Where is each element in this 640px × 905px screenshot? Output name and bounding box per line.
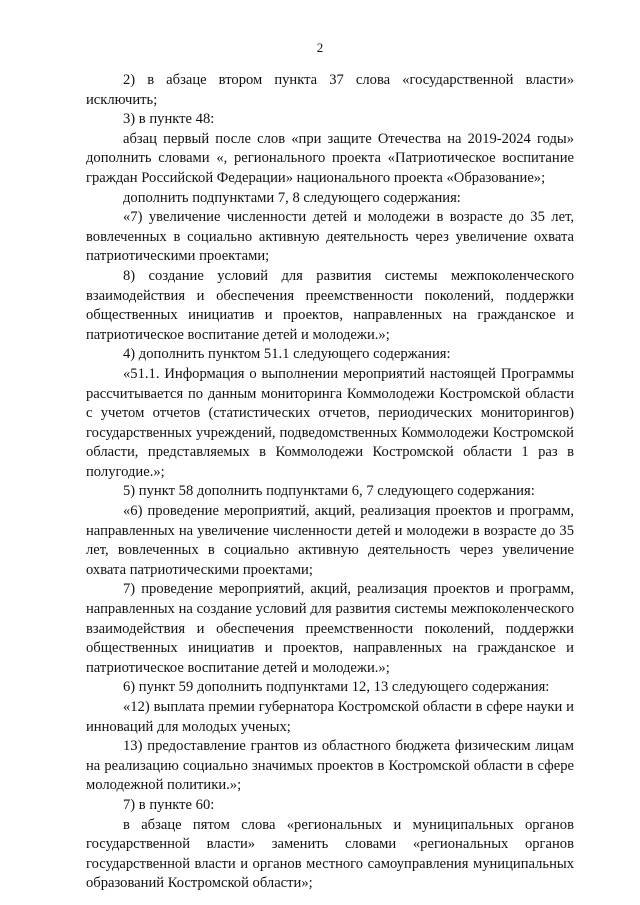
paragraph-3: абзац первый после слов «при защите Отечества на 2019-2024 годы» дополнить словами «, регионального проекта «Патриотическое воспитание граждан Российской Федерации» национального проекта «Образование»; (86, 130, 574, 186)
page-number: 2 (316, 40, 324, 55)
paragraph-12: 6) пункт 59 дополнить подпунктами 12, 13 следующего содержания: (123, 679, 550, 696)
paragraph-5: «7) увеличение численности детей и молодежи в возрасте до 35 лет, вовлеченных в социально активную деятельность через увеличение охвата патриотическими проектами; (86, 209, 574, 265)
paragraph-15: 7) в пункте 60: (123, 796, 215, 813)
document-body (86, 71, 574, 894)
paragraph-11: 7) проведение мероприятий, акций, реализация проектов и программ, направленных на создание условий для развития системы межпоколенческого взаимодействия и обеспечения преемственности поколений, поддержки общественных инициатив и проектов, направленных на гражданское и патриотическое воспитание детей и молодежи.»; (86, 581, 574, 676)
paragraph-14: 13) предоставление грантов из областного бюджета физическим лицам на реализацию социально значимых проектов в Костромской области в сфере молодежной политики.»; (86, 738, 574, 794)
paragraph-10: «6) проведение мероприятий, акций, реализация проектов и программ, направленных на увеличение численности детей и молодежи в возрасте до 35 лет, вовлеченных в социально активную деятельность через увеличение охвата патриотическими проектами; (86, 503, 574, 578)
paragraph-1: 2) в абзаце втором пункта 37 слова «государственной власти» исключить; (86, 72, 574, 108)
paragraph-9: 5) пункт 58 дополнить подпунктами 6, 7 следующего содержания: (123, 483, 535, 500)
paragraph-16: в абзаце пятом слова «региональных и муниципальных органов государственной власти» заменить словами «региональных органов государственной власти и органов местного самоуправления муниципальных образований Костромской области»; (86, 816, 574, 892)
paragraph-4: дополнить подпунктами 7, 8 следующего содержания: (123, 189, 461, 206)
paragraph-2: 3) в пункте 48: (123, 111, 215, 128)
paragraph-13: «12) выплата премии губернатора Костромской области в сфере науки и инноваций для молодых ученых; (86, 699, 574, 735)
paragraph-6: 8) создание условий для развития системы межпоколенческого взаимодействия и обеспечения преемственности поколений, поддержки общественных инициатив и проектов, направленных на гражданское и патриотическое воспитание детей и молодежи.»; (86, 267, 574, 343)
paragraph-7: 4) дополнить пунктом 51.1 следующего содержания: (123, 346, 451, 363)
paragraph-8: «51.1. Информация о выполнении мероприятий настоящей Программы рассчитывается по данным мониторинга Коммолодежи Костромской области с учетом отчетов (статистических отчетов, периодических мониторингов) государственных учреждений, подведомственных Коммолодежи Костромской области, представляемых в Коммолодежи Костромской области 1 раз в полугодие.»; (86, 365, 574, 480)
